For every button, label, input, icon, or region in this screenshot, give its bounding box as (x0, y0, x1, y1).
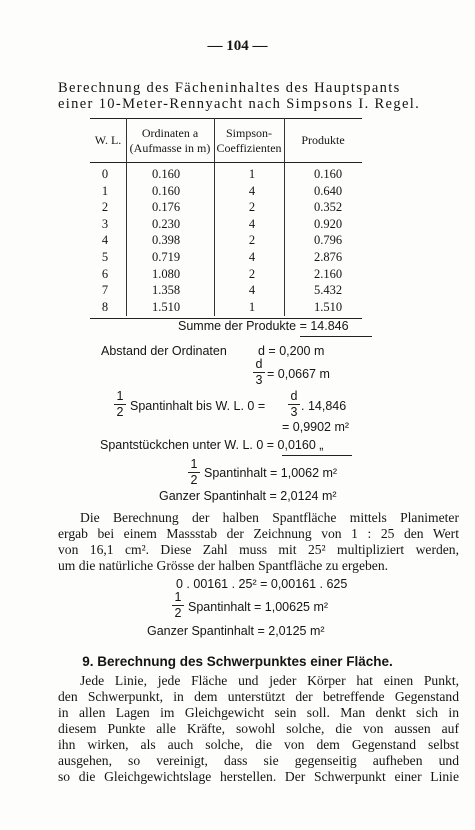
text-line: von 16,1 cm². Diese Zahl muss mit 25² multipliziert werden, (58, 542, 459, 557)
table-cell: 1 (101, 183, 109, 198)
table-cell: 7 (101, 283, 109, 298)
table-cell: 0 (101, 167, 109, 181)
text-line: Jede Linie, jede Fläche und jeder Körper hat einen Punkt, (80, 673, 459, 688)
ordinate-distance-value: d = 0,200 m (258, 344, 325, 358)
table-cell: 1.510 (152, 299, 181, 314)
text-line: um die natürliche Grösse der halben Spantfläche zu ergeben. (58, 558, 389, 573)
table-cell: 0.176 (152, 200, 181, 215)
text-line: ergab bei einem Massstab der Zeichnung von 1 : 25 den Wert (58, 526, 459, 541)
table-cell: 0.640 (314, 183, 343, 198)
table-cell: 0.160 (314, 167, 343, 181)
table-cell: 1 (248, 167, 256, 181)
table-cell: 0.719 (152, 249, 181, 264)
frame-piece-underline (282, 455, 352, 456)
table-cell: 0.160 (152, 167, 181, 181)
header-wl: W. L. (94, 133, 122, 147)
header-ordinaten-line1: Ordinaten a (141, 126, 199, 140)
table-cell: 1.510 (314, 299, 343, 314)
table-cell: 0.352 (314, 200, 343, 215)
sum-underline (300, 336, 372, 337)
table-cell: 4 (248, 183, 256, 198)
fraction-one-half: 1 2 (188, 458, 200, 487)
text-line: Die Berechnung der halben Spantfläche mittels Planimeter (80, 510, 459, 525)
table-cell: 3 (101, 216, 109, 231)
table-cell: 5 (101, 249, 109, 264)
column-produkte (314, 166, 362, 315)
table-cell: 0.230 (152, 216, 181, 231)
frame-piece-below-wl0: Spantstückchen unter W. L. 0 = 0,0160 „ (100, 438, 324, 452)
paragraph-planimeter (58, 510, 459, 574)
table-cell: 5.432 (314, 283, 343, 298)
total-frame-area-2: Ganzer Spantinhalt = 2,0125 m² (147, 624, 325, 638)
total-frame-area-1: Ganzer Spantinhalt = 2,0124 m² (159, 489, 337, 503)
header-ordinaten-line2: (Aufmasse in m) (129, 141, 211, 155)
table-cell: 2 (248, 200, 256, 215)
column-wl (90, 166, 120, 315)
title-line-1: Berechnung des Fächeninhaltes des Hauptspants (58, 80, 401, 96)
table-cell: 2 (101, 200, 109, 215)
simpson-table (90, 118, 362, 314)
column-ordinaten (152, 166, 212, 315)
table-cell: 4 (248, 283, 256, 298)
paragraph-center-of-gravity (58, 673, 459, 785)
d-over-3-value: = 0,0667 m (267, 367, 330, 381)
page-number: — 104 — (207, 38, 268, 54)
table-top-rule (90, 118, 362, 119)
table-cell: 4 (101, 233, 109, 248)
sum-of-products: Summe der Produkte = 14.846 (178, 319, 349, 333)
half-frame-area-1: Spantinhalt = 1,0062 m² (204, 466, 338, 480)
table-cell: 1.358 (152, 283, 181, 298)
text-line: diesem Punkte alle Kräfte, sowohl solche, die von aussen auf (58, 721, 459, 736)
frame-area-to-wl0-result: = 0,9902 m² (282, 420, 350, 434)
frame-area-to-wl0-label: Spantinhalt bis W. L. 0 = (130, 399, 266, 413)
title-line-2: einer 10-Meter-Rennyacht nach Simpsons I. Regel. (58, 96, 421, 112)
section-heading: 9. Berechnung des Schwerpunktes einer Fläche. (82, 654, 393, 669)
header-simpson-line2: Coeffizienten (216, 141, 282, 155)
table-cell: 0.398 (152, 233, 181, 248)
table-cell: 2.160 (314, 266, 343, 281)
table-cell: 1.080 (152, 266, 181, 281)
table-cell: 0.920 (314, 216, 343, 231)
column-coefficients (244, 166, 260, 315)
table-cell: 0.160 (152, 183, 181, 198)
table-cell: 1 (248, 299, 256, 314)
table-cell: 2 (248, 266, 256, 281)
text-line: ihn wirken, als auch solche, die von dem Gegenstand selbst (58, 737, 459, 752)
text-line: so die Gleichgewichtslage herstellen. Der Schwerpunkt einer Linie (58, 769, 459, 784)
text-line: den Schwerpunkt, in dem unterstützt der betreffende Gegenstand (58, 689, 459, 704)
table-header-rule (90, 162, 362, 163)
text-line: in allen Lagen im Gleichgewicht sein soll. Man denkt sich in (58, 705, 459, 720)
text-line: ausgehen, so vereinigt, dass sie gegenseitig aufheben und (58, 753, 459, 768)
table-cell: 6 (101, 266, 109, 281)
table-cell: 0.796 (314, 233, 343, 248)
header-ordinaten (126, 126, 214, 156)
table-cell: 2 (248, 233, 256, 248)
table-cell: 4 (248, 216, 256, 231)
table-cell: 4 (248, 249, 256, 264)
scale-calculation: 0 . 00161 . 25² = 0,00161 . 625 (176, 577, 348, 591)
table-cell: 8 (101, 299, 109, 314)
fraction-d-over-3: d 3 (253, 358, 265, 387)
fraction-one-half: 1 2 (114, 390, 126, 419)
half-frame-area-2: Spantinhalt = 1,00625 m² (188, 600, 329, 614)
frame-area-to-wl0-value: . 14,846 (301, 399, 347, 413)
header-simpson (214, 126, 284, 156)
fraction-d-over-3: d 3 (288, 390, 300, 419)
header-produkte: Produkte (301, 133, 345, 147)
table-cell: 2.876 (314, 249, 343, 264)
fraction-one-half: 1 2 (172, 591, 184, 620)
ordinate-distance-label: Abstand der Ordinaten (101, 344, 227, 358)
header-simpson-line1: Simpson- (225, 126, 272, 140)
